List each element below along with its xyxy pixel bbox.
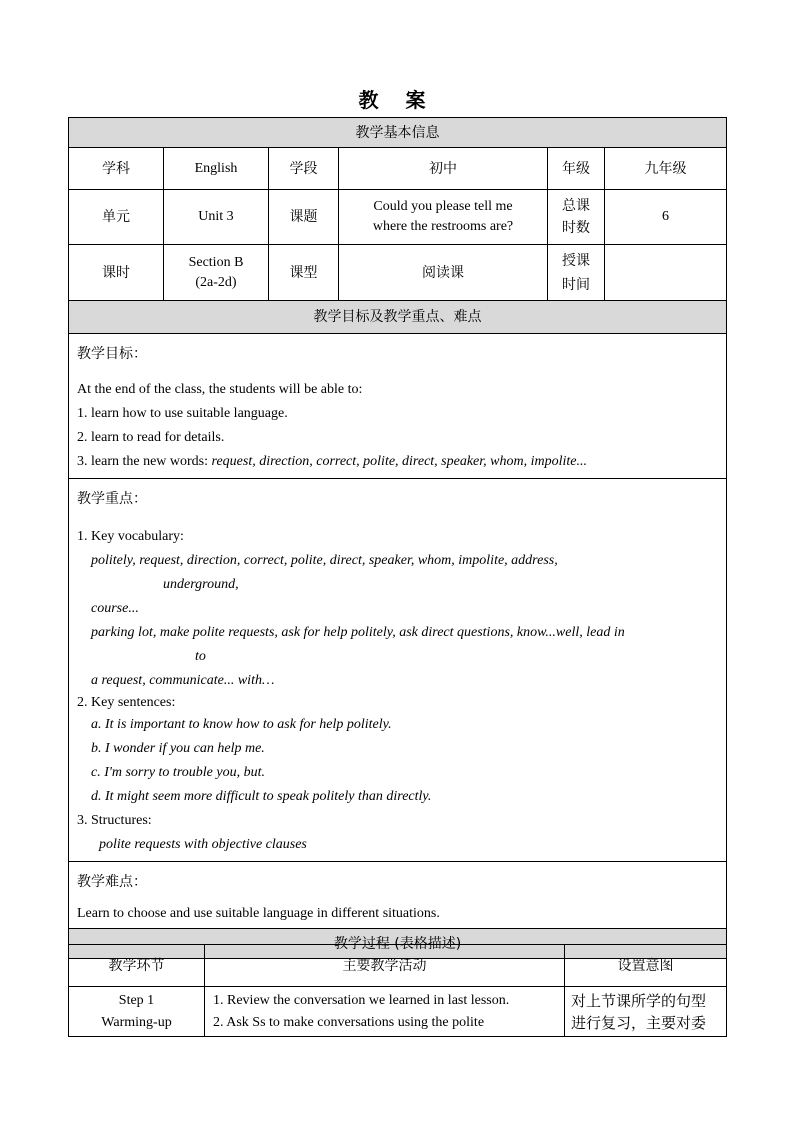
key-sentences-title: 2. Key sentences:	[77, 695, 176, 710]
key-vocab-line-3: course...	[91, 601, 139, 616]
total-hours-label-1: 总课	[562, 198, 590, 214]
total-hours-label	[548, 190, 605, 245]
key-vocab-line-4: parking lot, make polite requests, ask for help politely, ask direct questions, know...well, lead in	[91, 625, 625, 640]
difficulties-block	[69, 862, 727, 929]
key-points-block	[69, 479, 727, 862]
col-header-stage: 教学环节	[69, 945, 205, 987]
col-header-intent: 设置意图	[565, 945, 727, 987]
topic-line-2: where the restrooms are?	[372, 219, 514, 234]
teaching-time-label-2: 时间	[562, 276, 590, 293]
difficulties-text: Learn to choose and use suitable language in different situations.	[77, 906, 440, 921]
objectives-intro: At the end of the class, the students will be able to:	[77, 382, 363, 397]
document-title: 教 案	[358, 88, 436, 112]
period-value	[164, 245, 269, 301]
objective-item-3-words: request, direction, correct, polite, direct, speaker, whom, impolite...	[211, 454, 587, 469]
teaching-time-label-1: 授课	[562, 252, 590, 269]
col-header-activities: 主要教学活动	[205, 945, 565, 987]
key-vocab-title: 1. Key vocabulary:	[77, 529, 184, 544]
key-sentence-d: d. It might seem more difficult to speak politely than directly.	[91, 789, 432, 804]
period-line-2: (2a-2d)	[195, 274, 237, 290]
difficulties-label: 教学难点：	[77, 874, 147, 890]
type-value: 阅读课	[339, 245, 548, 301]
process-table	[68, 944, 727, 1037]
step1-activity-1: 1. Review the conversation we learned in last lesson.	[213, 992, 510, 1008]
key-points-label: 教学重点：	[77, 491, 147, 507]
total-hours-value: 6	[605, 190, 727, 245]
objective-item-3-prefix: 3. learn the new words:	[77, 454, 212, 469]
key-vocab-line-5: to	[195, 649, 206, 664]
teaching-time-value	[605, 245, 727, 301]
structures-title: 3. Structures:	[77, 813, 152, 828]
step1-intent	[565, 987, 727, 1037]
teaching-time-label	[548, 245, 605, 301]
objective-item-1: 1. learn how to use suitable language.	[77, 406, 288, 421]
step1-line-1: Step 1	[118, 992, 155, 1008]
unit-label: 单元	[69, 190, 164, 245]
key-vocab-line-1: politely, request, direction, correct, polite, direct, speaker, whom, impolite, address,	[91, 553, 558, 568]
key-vocab-line-6: a request, communicate... with…	[91, 673, 275, 688]
step1-intent-1: 对上节课所学的句型	[571, 991, 707, 1010]
total-hours-label-2: 时数	[562, 220, 590, 236]
grade-value: 九年级	[605, 148, 727, 190]
key-sentence-b: b. I wonder if you can help me.	[91, 741, 265, 756]
step1-line-2: Warming-up	[101, 1014, 172, 1030]
subject-value: English	[164, 148, 269, 190]
period-line-1: Section B	[188, 254, 244, 270]
objective-item-3	[77, 450, 718, 474]
grade-label: 年级	[548, 148, 605, 190]
topic-value	[339, 190, 548, 245]
basic-info-header: 教学基本信息	[69, 118, 727, 148]
objectives-header: 教学目标及教学重点、难点	[69, 301, 727, 334]
unit-value: Unit 3	[164, 190, 269, 245]
type-label: 课型	[269, 245, 339, 301]
objectives-label: 教学目标：	[77, 346, 147, 362]
objective-item-2: 2. learn to read for details.	[77, 430, 225, 445]
stage-label: 学段	[269, 148, 339, 190]
topic-label: 课题	[269, 190, 339, 245]
step1-activity-2: 2. Ask Ss to make conversations using the polite	[213, 1014, 485, 1030]
objectives-block	[69, 334, 727, 479]
structures-item: polite requests with objective clauses	[99, 837, 307, 852]
step1-activities	[205, 987, 565, 1037]
stage-value: 初中	[339, 148, 548, 190]
subject-label: 学科	[69, 148, 164, 190]
period-label: 课时	[69, 245, 164, 301]
key-sentence-a: a. It is important to know how to ask for help politely.	[91, 717, 392, 732]
lesson-plan-table	[68, 117, 727, 959]
step1-intent-2: 进行复习，主要对委	[571, 1013, 707, 1032]
key-sentence-c: c. I'm sorry to trouble you, but.	[91, 765, 265, 780]
step1-cell	[69, 987, 205, 1037]
key-vocab-line-2: underground,	[163, 577, 239, 592]
process-header: 教学过程 (表格描述)	[69, 929, 727, 959]
topic-line-1: Could you please tell me	[373, 199, 513, 214]
